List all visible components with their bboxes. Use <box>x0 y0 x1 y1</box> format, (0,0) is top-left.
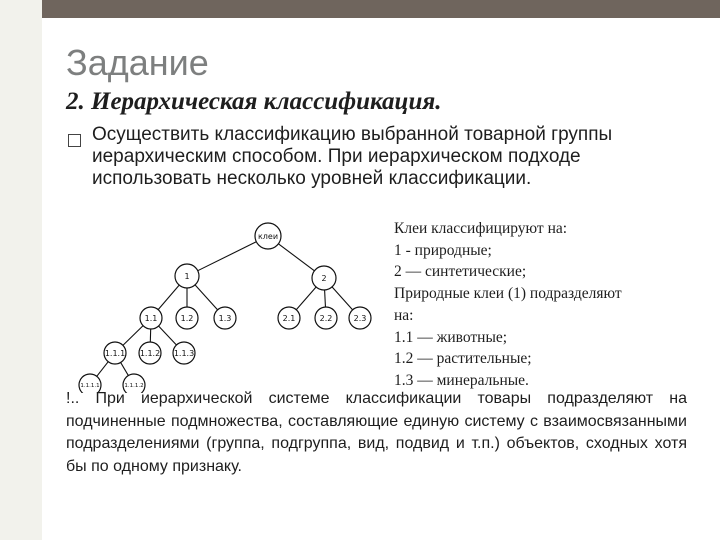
hierarchy-tree-svg <box>74 213 374 393</box>
tree-node-label: 2.3 <box>353 314 367 323</box>
tree-edge <box>195 285 218 310</box>
classification-line: 2 — синтетические; <box>394 263 527 281</box>
slide-title: Задание <box>66 42 209 83</box>
tree-node-label: 1.1.1.2 <box>124 383 144 389</box>
tree-node <box>349 307 371 329</box>
tree-node <box>255 223 281 249</box>
classification-line: 1.1 — животные; <box>394 328 508 346</box>
tree-node-label: 1.3 <box>218 314 232 323</box>
tree-node <box>139 342 161 364</box>
tree-node-label: 1.1.2 <box>139 349 161 358</box>
tree-node-label: 2.2 <box>319 314 333 323</box>
classification-line: 1.3 — минеральные. <box>394 371 529 389</box>
classification-line: на: <box>394 306 414 324</box>
tree-node <box>175 264 199 288</box>
tree-edge <box>123 326 143 346</box>
left-decor-strip <box>0 0 42 540</box>
classification-list <box>394 218 622 392</box>
tree-node <box>104 342 126 364</box>
tree-edge <box>97 362 108 377</box>
bullet-text: Осуществить классификацию выбранной товарной группы иерархическим способом. При иерархическом подходе использовать несколько уровней классификации. <box>92 124 613 189</box>
tree-node-label: 2.1 <box>282 314 296 323</box>
tree-node-label: 2 <box>321 274 327 283</box>
tree-node-label: 1.1.1 <box>104 349 126 358</box>
bullet-square-icon <box>68 134 81 147</box>
slide-subtitle: 2. Иерархическая классификация. <box>66 88 442 115</box>
classification-line: 1.2 — растительные; <box>394 350 532 368</box>
tree-node <box>278 307 300 329</box>
tree-node-label: клеи <box>257 232 279 241</box>
tree-node <box>173 342 195 364</box>
tree-edge <box>278 244 314 271</box>
tree-edge <box>296 287 316 310</box>
top-decor-bar <box>42 0 720 18</box>
classification-line: Клеи классифицируют на: <box>394 220 568 237</box>
tree-edge <box>159 326 177 345</box>
tree-node-label: 1.2 <box>180 314 194 323</box>
tree-node <box>214 307 236 329</box>
tree-node <box>315 307 337 329</box>
tree-node <box>140 307 162 329</box>
tree-node-label: 1.1.3 <box>173 349 195 358</box>
tree-node-label: 1 <box>184 272 190 281</box>
tree-node <box>176 307 198 329</box>
tree-node-label: 1.1 <box>144 314 158 323</box>
definition-paragraph: !.. При иерархической системе классификации товары подразделяют на подчиненные подмножества, составляющие единую систему с взаимосвязанными подразделениями (группа, подгруппа, вид, подвид и т.п.) объектов, сходных хотя бы по одному признаку. <box>66 390 687 475</box>
tree-edge <box>158 285 179 310</box>
tree-edge <box>332 287 353 310</box>
tree-node <box>312 266 336 290</box>
hierarchy-diagram <box>74 213 374 393</box>
classification-line: Природные клеи (1) подразделяют <box>394 285 622 303</box>
tree-edge <box>198 242 257 271</box>
tree-edge <box>121 362 129 375</box>
tree-node-label: 1.1.1.1 <box>80 383 100 389</box>
classification-line: 1 - природные; <box>394 241 492 259</box>
tree-edge <box>325 290 326 307</box>
